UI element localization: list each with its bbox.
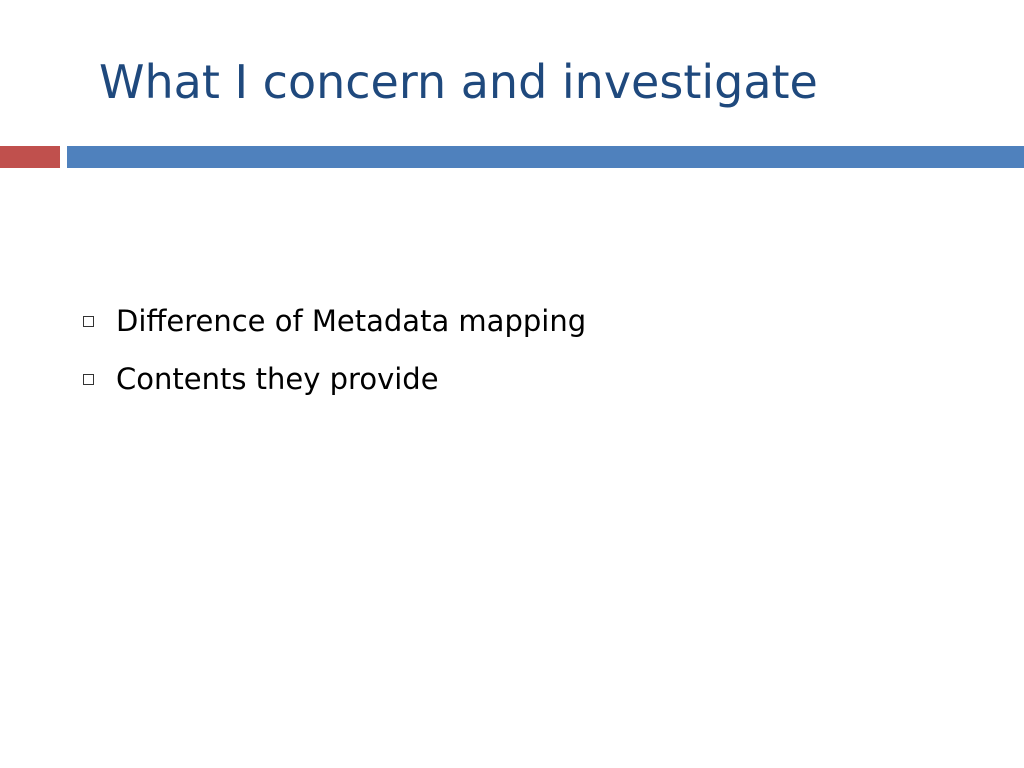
list-item — [80, 298, 586, 356]
square-bullet-icon — [83, 374, 94, 385]
title-divider-bar — [67, 146, 1024, 168]
slide-title: What I concern and investigate — [99, 55, 818, 109]
square-bullet-icon — [83, 316, 94, 327]
bullet-text: Contents they provide — [116, 362, 439, 396]
title-accent-bar — [0, 146, 60, 168]
list-item — [80, 356, 586, 414]
bullet-text: Difference of Metadata mapping — [116, 304, 587, 338]
bullet-list — [80, 298, 586, 414]
